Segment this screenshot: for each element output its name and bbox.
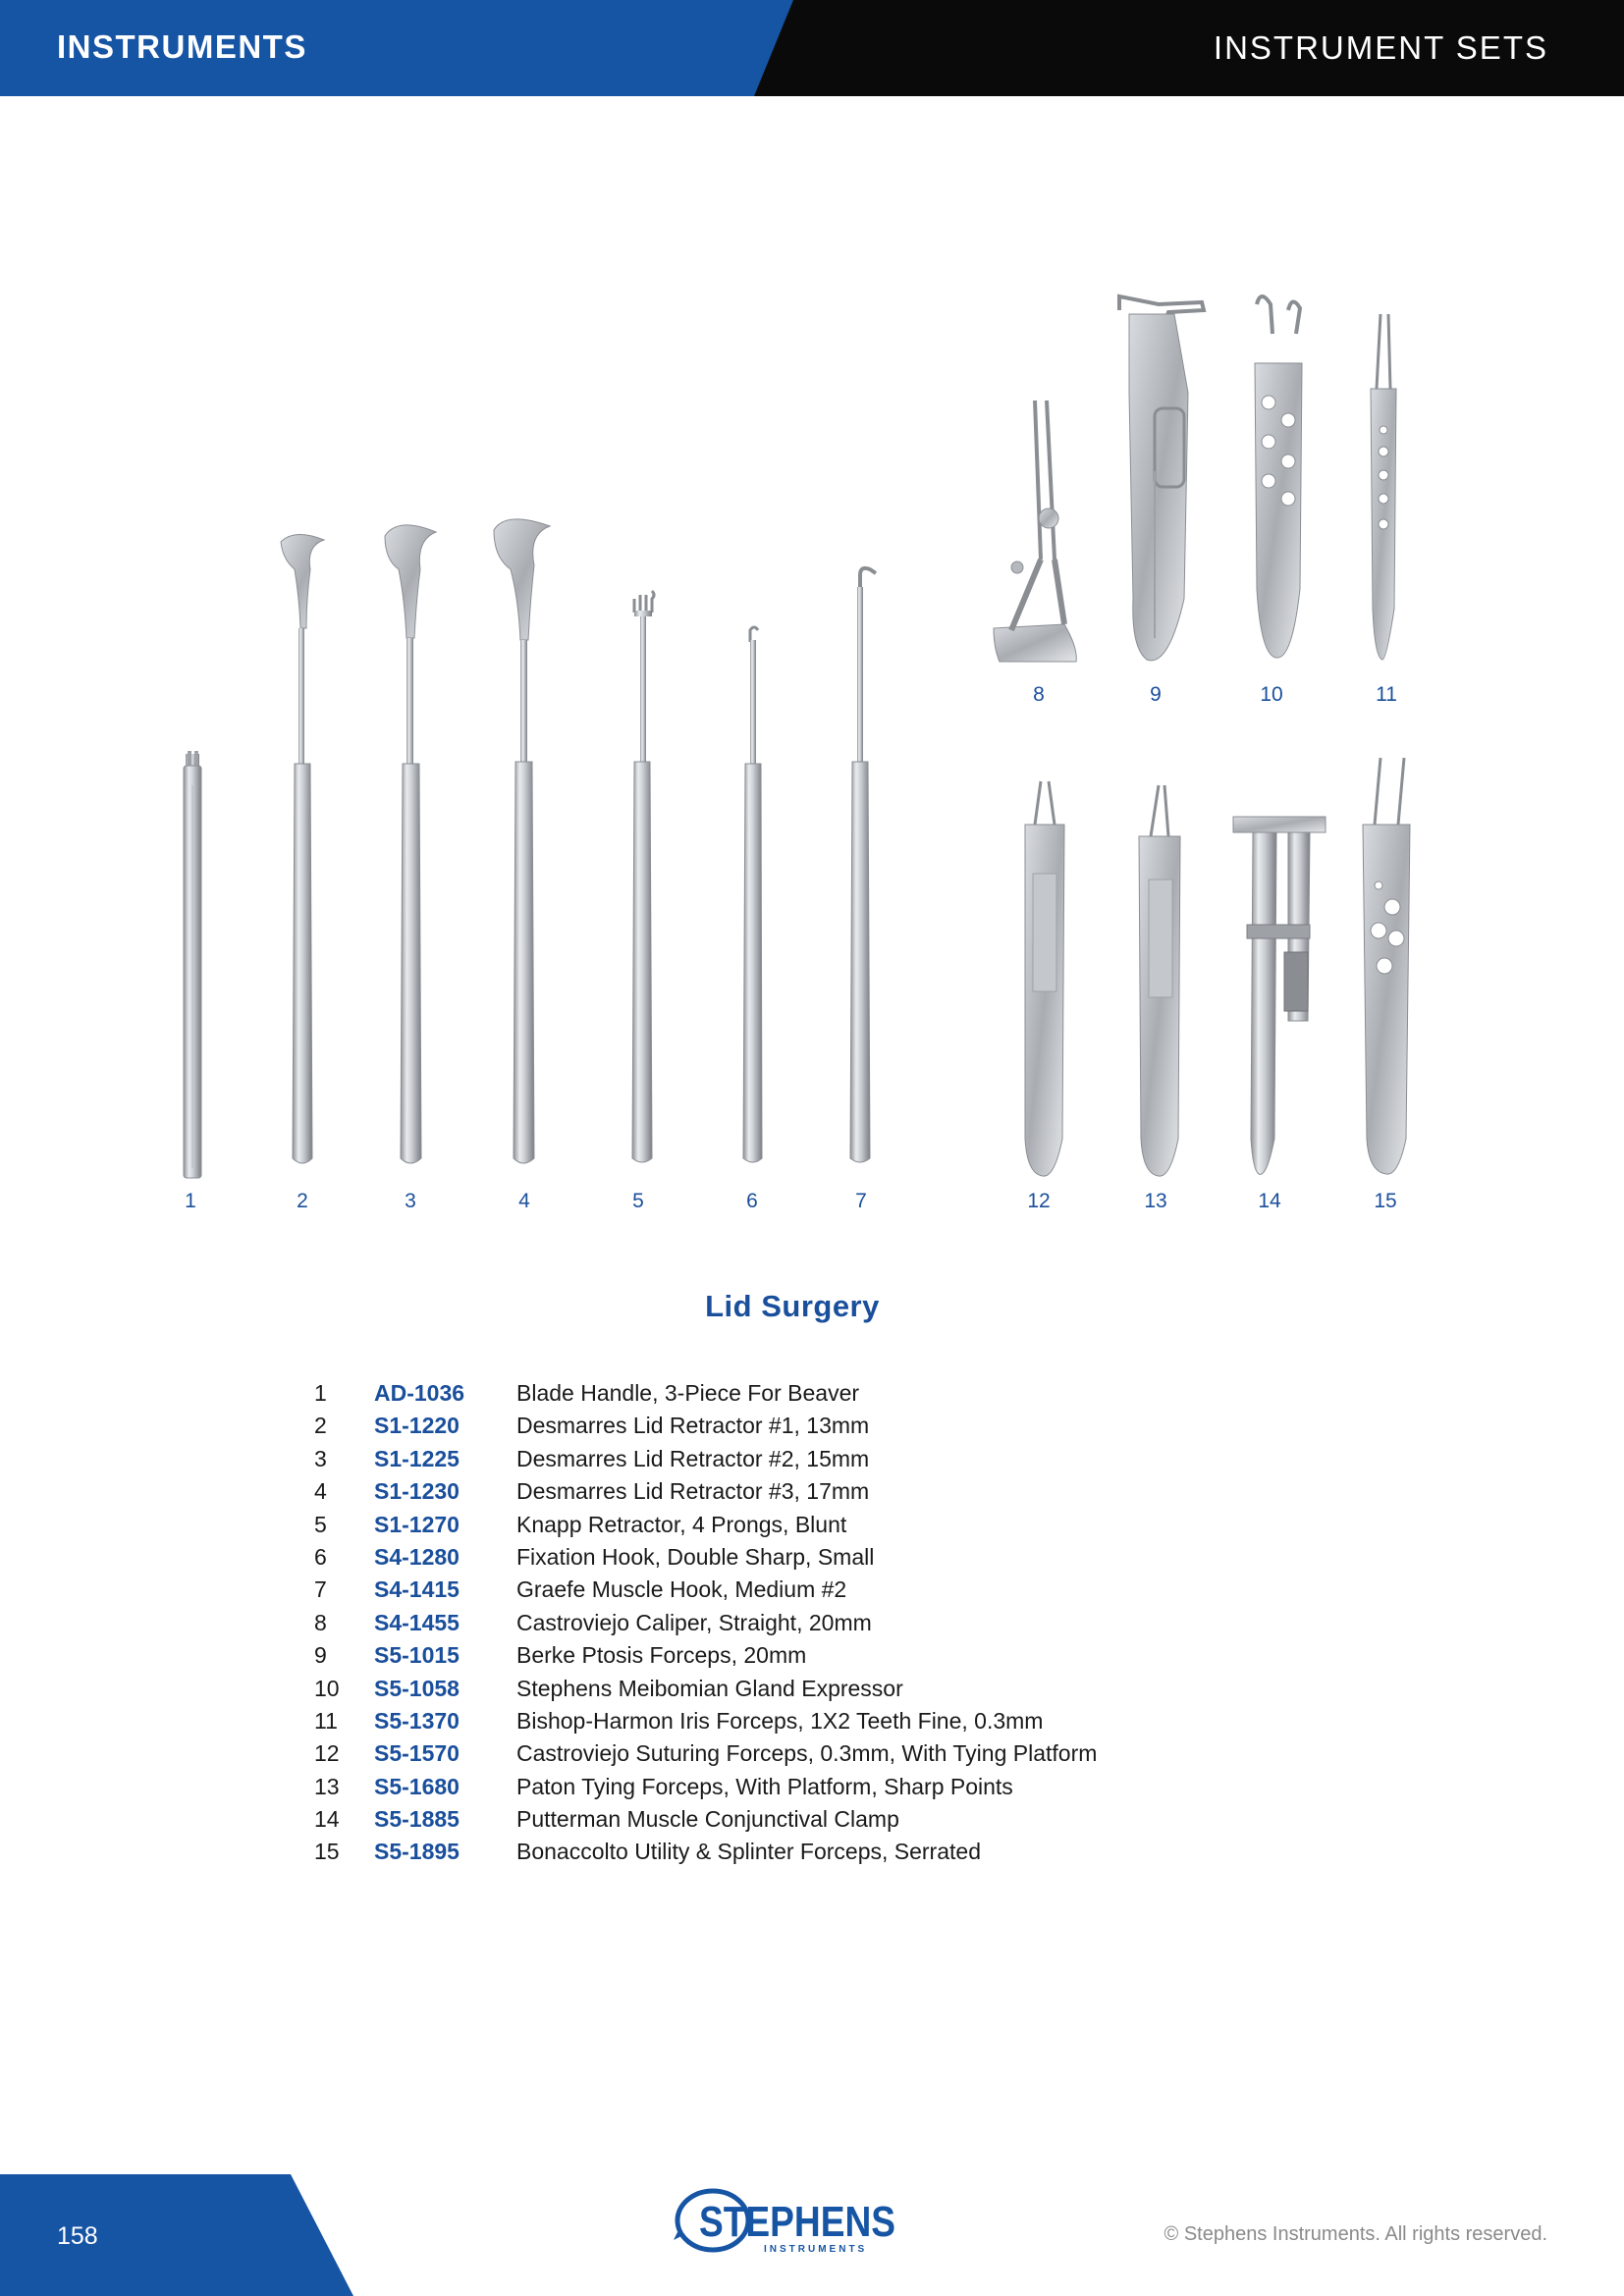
item-number: 8 bbox=[314, 1609, 327, 1635]
item-code: S5-1015 bbox=[374, 1642, 460, 1669]
item-description: Desmarres Lid Retractor #3, 17mm bbox=[516, 1478, 870, 1505]
section-label: INSTRUMENTS bbox=[57, 28, 307, 65]
list-item bbox=[314, 1410, 1198, 1442]
list-item bbox=[314, 1377, 1198, 1410]
item-description: Bonaccolto Utility & Splinter Forceps, Serrated bbox=[516, 1839, 981, 1865]
list-item bbox=[314, 1836, 1198, 1868]
instrument-6 bbox=[743, 627, 762, 1162]
item-code: S1-1230 bbox=[374, 1478, 460, 1505]
list-item bbox=[314, 1673, 1198, 1705]
item-code: S1-1270 bbox=[374, 1511, 460, 1537]
list-item bbox=[314, 1705, 1198, 1737]
instrument-10 bbox=[1255, 296, 1302, 658]
item-code: S5-1885 bbox=[374, 1806, 460, 1833]
item-number: 15 bbox=[314, 1839, 340, 1865]
item-number: 10 bbox=[314, 1675, 340, 1701]
item-code: S4-1415 bbox=[374, 1576, 460, 1603]
instrument-3 bbox=[385, 525, 436, 1163]
page-number: 158 bbox=[57, 2222, 98, 2250]
item-code: S5-1680 bbox=[374, 1773, 460, 1799]
item-code: S1-1225 bbox=[374, 1445, 460, 1471]
item-code: S4-1280 bbox=[374, 1543, 460, 1570]
item-number: 4 bbox=[314, 1478, 327, 1505]
item-number: 3 bbox=[314, 1445, 327, 1471]
item-number: 6 bbox=[314, 1543, 327, 1570]
item-number: 11 bbox=[314, 1707, 338, 1734]
item-number: 12 bbox=[314, 1740, 340, 1767]
list-item bbox=[314, 1803, 1198, 1836]
list-item bbox=[314, 1639, 1198, 1672]
figure-label-5: 5 bbox=[632, 1190, 644, 1212]
set-title-text: Lid Surgery bbox=[705, 1289, 880, 1323]
figure-label-7: 7 bbox=[855, 1190, 867, 1212]
instrument-5 bbox=[632, 591, 654, 1162]
list-item bbox=[314, 1737, 1198, 1770]
list-item bbox=[314, 1541, 1198, 1574]
item-description: Blade Handle, 3-Piece For Beaver bbox=[516, 1380, 860, 1406]
list-item bbox=[314, 1509, 1198, 1541]
item-description: Graefe Muscle Hook, Medium #2 bbox=[516, 1576, 847, 1603]
item-description: Knapp Retractor, 4 Prongs, Blunt bbox=[516, 1511, 847, 1537]
figure-label-8: 8 bbox=[1033, 683, 1045, 706]
instrument-14 bbox=[1233, 817, 1326, 1174]
logo-text: STEPHENS bbox=[699, 2198, 895, 2246]
item-description: Castroviejo Caliper, Straight, 20mm bbox=[516, 1609, 872, 1635]
figure-label-6: 6 bbox=[746, 1190, 758, 1212]
item-code: S4-1455 bbox=[374, 1609, 460, 1635]
figure-label-15: 15 bbox=[1374, 1190, 1397, 1212]
figure-label-2: 2 bbox=[297, 1190, 308, 1212]
item-number: 13 bbox=[314, 1773, 340, 1799]
item-number: 7 bbox=[314, 1576, 327, 1603]
figure-label-10: 10 bbox=[1260, 683, 1283, 706]
item-number: 5 bbox=[314, 1511, 327, 1537]
copyright-notice: © Stephens Instruments. All rights reserved. bbox=[1164, 2223, 1547, 2245]
figure-label-13: 13 bbox=[1144, 1190, 1167, 1212]
item-code: S5-1058 bbox=[374, 1675, 460, 1701]
item-description: Castroviejo Suturing Forceps, 0.3mm, With Tying Platform bbox=[516, 1740, 1098, 1767]
instrument-illustration bbox=[0, 275, 1624, 1237]
item-code: S5-1370 bbox=[374, 1707, 460, 1734]
page-header bbox=[0, 0, 1624, 96]
item-description: Putterman Muscle Conjunctival Clamp bbox=[516, 1806, 899, 1833]
list-item bbox=[314, 1607, 1198, 1639]
list-item bbox=[314, 1475, 1198, 1508]
figure-label-4: 4 bbox=[518, 1190, 530, 1212]
item-code: S1-1220 bbox=[374, 1413, 460, 1439]
list-item bbox=[314, 1771, 1198, 1803]
item-number: 2 bbox=[314, 1413, 327, 1439]
figure-label-12: 12 bbox=[1027, 1190, 1051, 1212]
instrument-9 bbox=[1119, 296, 1204, 661]
item-description: Stephens Meibomian Gland Expressor bbox=[516, 1675, 903, 1701]
item-number: 9 bbox=[314, 1642, 327, 1669]
instrument-12 bbox=[1025, 781, 1064, 1176]
list-item bbox=[314, 1574, 1198, 1606]
item-description: Fixation Hook, Double Sharp, Small bbox=[516, 1543, 875, 1570]
stephens-logo bbox=[674, 2187, 915, 2258]
instrument-15 bbox=[1363, 758, 1410, 1174]
figure-label-11: 11 bbox=[1376, 683, 1397, 706]
set-title bbox=[0, 1289, 1624, 1324]
item-description: Bishop-Harmon Iris Forceps, 1X2 Teeth Fine, 0.3mm bbox=[516, 1707, 1044, 1734]
item-code: S5-1895 bbox=[374, 1839, 460, 1865]
item-description: Paton Tying Forceps, With Platform, Sharp Points bbox=[516, 1773, 1013, 1799]
figure-label-14: 14 bbox=[1258, 1190, 1281, 1212]
item-number: 14 bbox=[314, 1806, 340, 1833]
instrument-list bbox=[314, 1377, 1198, 1869]
instrument-figure bbox=[0, 275, 1624, 1237]
subsection-label: INSTRUMENT SETS bbox=[1213, 29, 1548, 66]
figure-label-3: 3 bbox=[405, 1190, 416, 1212]
instrument-4 bbox=[494, 519, 550, 1163]
item-description: Berke Ptosis Forceps, 20mm bbox=[516, 1642, 807, 1669]
item-number: 1 bbox=[314, 1380, 327, 1406]
logo-subtext: INSTRUMENTS bbox=[764, 2244, 868, 2255]
instrument-8 bbox=[994, 400, 1076, 662]
instrument-7 bbox=[850, 568, 876, 1162]
figure-label-1: 1 bbox=[185, 1190, 196, 1212]
instrument-11 bbox=[1371, 314, 1396, 660]
item-code: AD-1036 bbox=[374, 1380, 465, 1406]
instrument-1 bbox=[184, 751, 201, 1178]
item-code: S5-1570 bbox=[374, 1740, 460, 1767]
instrument-13 bbox=[1139, 785, 1180, 1176]
instrument-2 bbox=[281, 534, 324, 1163]
figure-label-9: 9 bbox=[1150, 683, 1162, 706]
item-description: Desmarres Lid Retractor #1, 13mm bbox=[516, 1413, 870, 1439]
item-description: Desmarres Lid Retractor #2, 15mm bbox=[516, 1445, 870, 1471]
list-item bbox=[314, 1443, 1198, 1475]
